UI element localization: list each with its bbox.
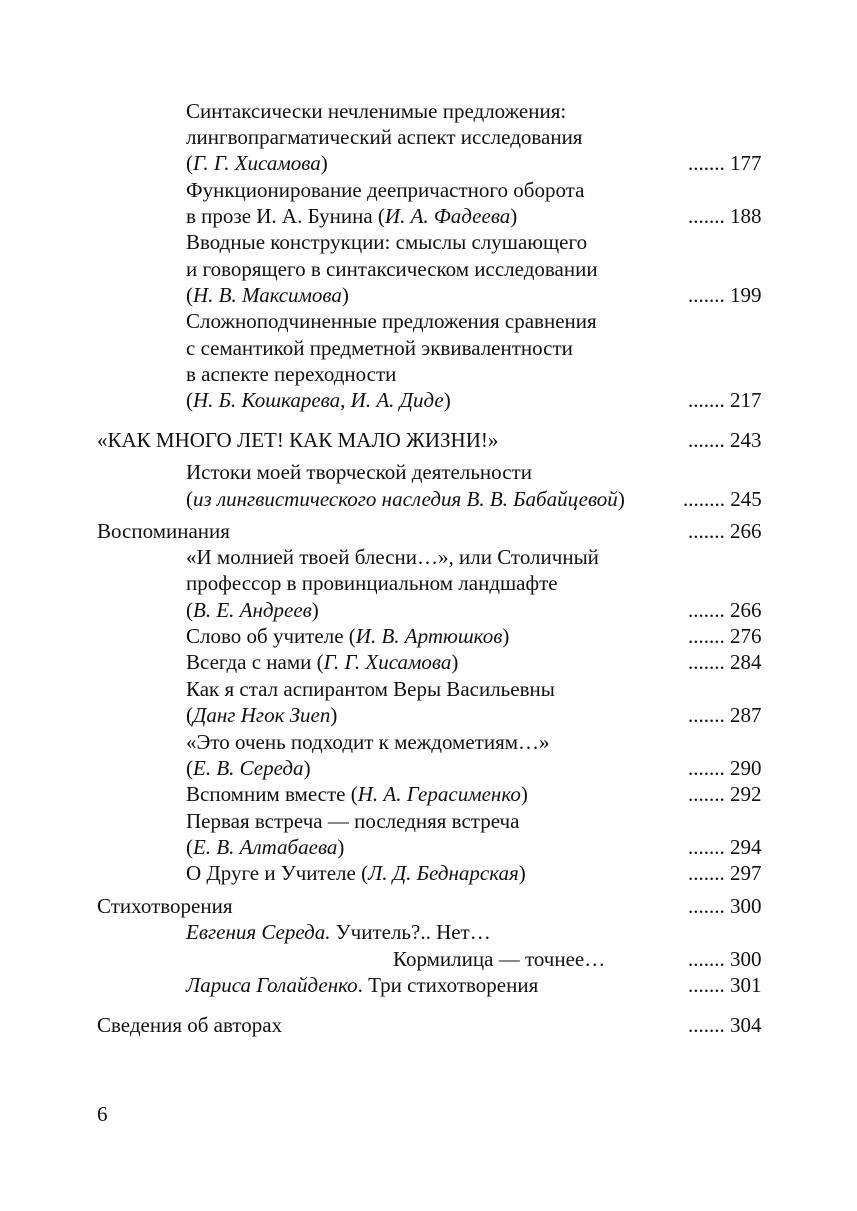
page-number: ....... 301 [688, 973, 762, 997]
author-name: И. А. Диде [350, 388, 444, 412]
author-name: Лариса Голайденко [186, 973, 358, 997]
author-name: И. А. Фадеева [384, 204, 511, 228]
author-name: Н. А. Герасименко [357, 782, 521, 806]
toc-entry-author-line: Вспомним вместе (Н. А. Герасименко) [186, 782, 528, 806]
page-number: ....... 199 [688, 283, 762, 307]
author-name: Евгения Середа. [186, 920, 331, 944]
toc-entry-author-line: (В. Е. Андреев) [186, 598, 319, 622]
toc-entry-author-line: (Е. В. Середа) [186, 756, 311, 780]
page-number: ........ 245 [683, 487, 762, 511]
author-name: Е. В. Алтабаева [193, 835, 338, 859]
toc-entry-title: Как я стал аспирантом Веры Васильевны [186, 677, 555, 701]
page-number: ....... 300 [688, 947, 762, 971]
toc-entry-title: Синтаксически нечленимые предложения: [186, 99, 567, 123]
toc-entry-author-line: (Е. В. Алтабаева) [186, 835, 345, 859]
toc-entry-author-line: (Н. Б. Кошкарева, И. А. Диде) [186, 388, 451, 412]
toc-entry-author-line: О Друге и Учителе (Л. Д. Беднарская) [186, 861, 526, 885]
page-number: ....... 290 [688, 756, 762, 780]
page-folio: 6 [97, 1102, 108, 1126]
page-number: ....... 217 [688, 388, 762, 412]
author-name: В. Е. Андреев [193, 598, 312, 622]
toc-entry-title: Сложноподчиненные предложения сравнения [186, 309, 597, 333]
toc-entry-author-line: (из лингвистического наследия В. В. Бабайцевой) [186, 487, 625, 511]
toc-entry-title: профессор в провинциальном ландшафте [186, 571, 558, 595]
toc-entry-author-line: Всегда с нами (Г. Г. Хисамова) [186, 650, 459, 674]
author-name: Г. Г. Хисамова [323, 650, 452, 674]
page-number: ....... 266 [688, 598, 762, 622]
author-name: Н. В. Максимова [193, 283, 342, 307]
toc-section-heading: Воспоминания [97, 519, 230, 543]
author-name: И. В. Артюшков [355, 624, 503, 648]
page-number: ....... 243 [688, 428, 762, 452]
toc-section-heading: «КАК МНОГО ЛЕТ! КАК МАЛО ЖИЗНИ!» [97, 428, 499, 452]
page-number: ....... 297 [688, 861, 762, 885]
toc-entry-author-line: в прозе И. А. Бунина (И. А. Фадеева) [186, 204, 518, 228]
toc-entry-title: Вводные конструкции: смыслы слушающего [186, 230, 588, 254]
toc-entry-title: «И молнией твоей блесни…», или Столичный [186, 545, 599, 569]
page-number: ....... 276 [688, 624, 762, 648]
page-number: ....... 300 [688, 894, 762, 918]
toc-entry-author-line: Евгения Середа. Учитель?.. Нет… [186, 920, 491, 944]
author-name: Данг Нгок Зиеп [193, 703, 331, 727]
toc-entry-title: Первая встреча — последняя встреча [186, 809, 520, 833]
toc-entry-author-line: (Г. Г. Хисамова) [186, 151, 328, 175]
page-number: ....... 266 [688, 519, 762, 543]
author-name: Е. В. Середа [193, 756, 304, 780]
toc-entry-author-line: (Н. В. Максимова) [186, 283, 349, 307]
toc-entry-title: Истоки моей творческой деятельности [186, 460, 532, 484]
toc-entry-author-line: (Данг Нгок Зиеп) [186, 703, 338, 727]
page-number: ....... 287 [688, 703, 762, 727]
toc-entry-title: и говорящего в синтаксическом исследовании [186, 257, 598, 281]
page-number: ....... 177 [688, 151, 762, 175]
page-number: ....... 304 [688, 1013, 762, 1037]
toc-entry-title: Функционирование деепричастного оборота [186, 178, 585, 202]
toc-section-heading: Сведения об авторах [97, 1013, 283, 1037]
toc-entry-title: с семантикой предметной эквивалентности [186, 336, 573, 360]
toc-entry-title: в аспекте переходности [186, 362, 397, 386]
author-name: Г. Г. Хисамова [193, 151, 321, 175]
page-number: ....... 284 [688, 650, 762, 674]
author-name: из лингвистического наследия В. В. Бабайцевой [193, 487, 618, 511]
toc-entry-author-line: Слово об учителе (И. В. Артюшков) [186, 624, 510, 648]
page-number: ....... 294 [688, 835, 762, 859]
toc-entry-author-line: Лариса Голайденко. Три стихотворения [186, 973, 539, 997]
toc-entry-title: «Это очень подходит к междометиям…» [186, 730, 550, 754]
toc-section-heading: Стихотворения [97, 894, 233, 918]
toc-entry-title: Кормилица — точнее… [393, 947, 606, 971]
page-number: ....... 292 [688, 782, 762, 806]
author-name: Н. Б. Кошкарева [193, 388, 341, 412]
author-name: Л. Д. Беднарская [368, 861, 519, 885]
toc-entry-title: лингвопрагматический аспект исследования [186, 125, 583, 149]
page-number: ....... 188 [688, 204, 762, 228]
